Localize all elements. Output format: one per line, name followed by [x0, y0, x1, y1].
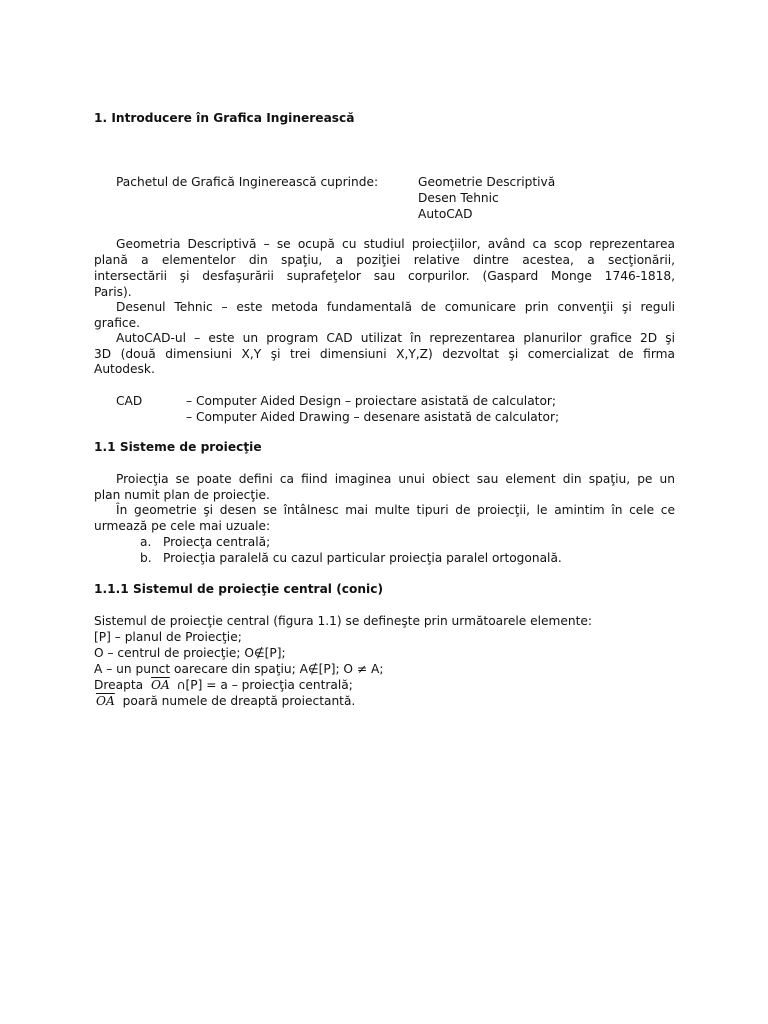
- proiectanta-text: poară numele de dreaptă proiectantă.: [122, 694, 356, 708]
- paragraph-line: plan numit plan de proiecţie.: [94, 488, 270, 502]
- list-marker: a.: [140, 535, 152, 549]
- paragraph-line: AutoCAD-ul – este un program CAD utilizat în reprezentarea planurilor grafice 2D şi: [116, 331, 675, 345]
- paragraph-line: Paris).: [94, 285, 132, 299]
- section-heading-sistem-central: 1.1.1 Sistemul de proiecţie central (conic): [94, 582, 384, 596]
- paragraph-line: Proiecţia se poate defini ca fiind imaginea unui obiect sau element din spaţiu, pe un: [116, 472, 675, 486]
- paragraph-line: plană a elementelor din spaţiu, a poziţiei relative dintre acestea, a secţionării,: [94, 253, 675, 267]
- cad-definition-drawing: – Computer Aided Drawing – desenare asistată de calculator;: [186, 410, 560, 424]
- definition-point: A – un punct oarecare din spaţiu; A∉[P]; O ≠ A;: [94, 662, 384, 676]
- list-marker: b.: [140, 551, 152, 565]
- paragraph-line: urmează pe cele mai uzuale:: [94, 519, 271, 533]
- package-label: Pachetul de Grafică Inginerească cuprinde:: [116, 175, 379, 189]
- definition-plane: [P] – planul de Proiecţie;: [94, 630, 242, 644]
- definition-proiectanta: [96, 694, 355, 709]
- paragraph-line: În geometrie şi desen se întâlnesc mai multe tipuri de proiecţii, le amintim în cele ce: [116, 503, 675, 517]
- paragraph-line: intersectării şi desfaşurării suprafeţelor sau corpurilor. (Gaspard Monge 1746-1818,: [94, 269, 675, 283]
- cad-label: CAD: [116, 394, 143, 408]
- dreapta-prefix: Dreapta: [94, 678, 144, 692]
- definition-center: O – centrul de proiecţie; O∉[P];: [94, 646, 286, 660]
- package-item-desen: Desen Tehnic: [418, 191, 499, 205]
- package-item-autocad: AutoCAD: [418, 207, 473, 221]
- oa-symbol: $\overline{OA}$: [96, 694, 115, 708]
- package-item-geometrie: Geometrie Descriptivă: [418, 175, 556, 189]
- paragraph-line: Sistemul de proiecţie central (figura 1.1) se defineşte prin următoarele elemente:: [94, 614, 592, 628]
- paragraph-line: 3D (două dimensiuni X,Y şi trei dimensiuni X,Y,Z) dezvoltat şi comercializat de firma: [94, 347, 675, 361]
- paragraph-line: Geometria Descriptivă – se ocupă cu studiul proiecţiilor, având ca scop reprezentarea: [116, 237, 675, 251]
- paragraph-line: Desenul Tehnic – este metoda fundamentală de comunicare prin convenţii şi reguli: [116, 300, 675, 314]
- paragraph-line: grafice.: [94, 316, 140, 330]
- section-heading-sisteme: 1.1 Sisteme de proiecţie: [94, 440, 262, 454]
- list-item: Proiecţa centrală;: [163, 535, 271, 549]
- section-heading-introducere: 1. Introducere în Grafica Inginerească: [94, 111, 355, 125]
- cad-definition-design: – Computer Aided Design – proiectare asistată de calculator;: [186, 394, 557, 408]
- paragraph-line: Autodesk.: [94, 362, 155, 376]
- oa-symbol: $\overline{OA}$: [150, 678, 170, 692]
- list-item: Proiecţia paralelă cu cazul particular proiecţia paralel ortogonală.: [163, 551, 562, 565]
- definition-dreapta: [94, 678, 353, 693]
- dreapta-suffix: ∩[P] = a – proiecţia centrală;: [176, 678, 353, 692]
